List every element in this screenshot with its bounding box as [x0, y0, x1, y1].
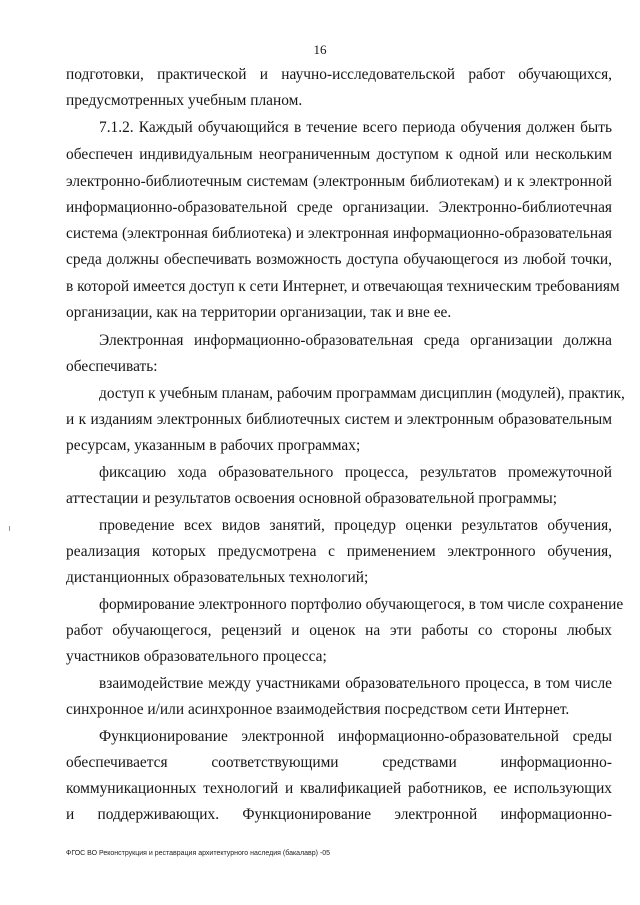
text-line: ресурсам, указанным в рабочих программах; — [66, 437, 361, 454]
text-line: Функционирование электронной информационно-образовательной среды — [99, 728, 612, 745]
text-line: фиксацию хода образовательного процесса, результатов промежуточной — [99, 464, 612, 481]
scan-margin-mark — [9, 526, 10, 531]
page-number: 16 — [313, 42, 327, 57]
text-line: Электронная информационно-образовательная среда организации должна — [99, 332, 612, 349]
text-line: в которой имеется доступ к сети Интернет, и отвечающая техническим требованиям — [66, 278, 620, 295]
text-line: реализация которых предусмотрена с применением электронного обучения, — [66, 543, 612, 560]
text-line: коммуникационных технологий и квалификацией работников, ее использующих — [66, 780, 612, 797]
text-line: проведение всех видов занятий, процедур оценки результатов обучения, — [99, 517, 612, 534]
text-line: формирование электронного портфолио обучающегося, в том числе сохранение — [99, 596, 624, 613]
text-line: дистанционных образовательных технологий; — [66, 569, 369, 586]
text-line: и к изданиям электронных библиотечных систем и электронным образовательным — [66, 411, 612, 428]
text-line: организации, как на территории организации, так и вне ее. — [66, 304, 452, 321]
text-line: обеспечен индивидуальным неограниченным доступом к одной или нескольким — [66, 146, 612, 163]
text-line: 7.1.2. Каждый обучающийся в течение всего периода обучения должен быть — [99, 119, 612, 136]
text-line: электронно-библиотечным системам (электронным библиотекам) и к электронной — [66, 173, 612, 190]
text-line: среда должны обеспечивать возможность доступа обучающегося из любой точки, — [66, 251, 612, 268]
text-line: аттестации и результатов освоения основной образовательной программы; — [66, 490, 557, 507]
text-line: обеспечивать: — [66, 358, 158, 375]
text-line: синхронное и/или асинхронное взаимодействия посредством сети Интернет. — [66, 701, 570, 718]
text-line: информационно-образовательной среде организации. Электронно-библиотечная — [66, 199, 612, 216]
text-line: доступ к учебным планам, рабочим программам дисциплин (модулей), практик, — [99, 385, 625, 402]
text-line: система (электронная библиотека) и электронная информационно-образовательная — [66, 225, 612, 242]
text-line: и поддерживающих. Функционирование электронной информационно- — [66, 806, 612, 823]
text-line: взаимодействие между участниками образовательного процесса, в том числе — [99, 675, 612, 692]
text-line: предусмотренных учебным планом. — [66, 92, 303, 109]
text-line: подготовки, практической и научно-исследовательской работ обучающихся, — [66, 66, 612, 83]
text-line: участников образовательного процесса; — [66, 648, 327, 665]
page-footer: ФГОС ВО Реконструкция и реставрация архитектурного наследия (бакалавр) -05 — [66, 850, 331, 857]
text-line: обеспечивается соответствующими средствами информационно- — [66, 754, 612, 771]
text-line: работ обучающегося, рецензий и оценок на эти работы со стороны любых — [66, 622, 612, 639]
